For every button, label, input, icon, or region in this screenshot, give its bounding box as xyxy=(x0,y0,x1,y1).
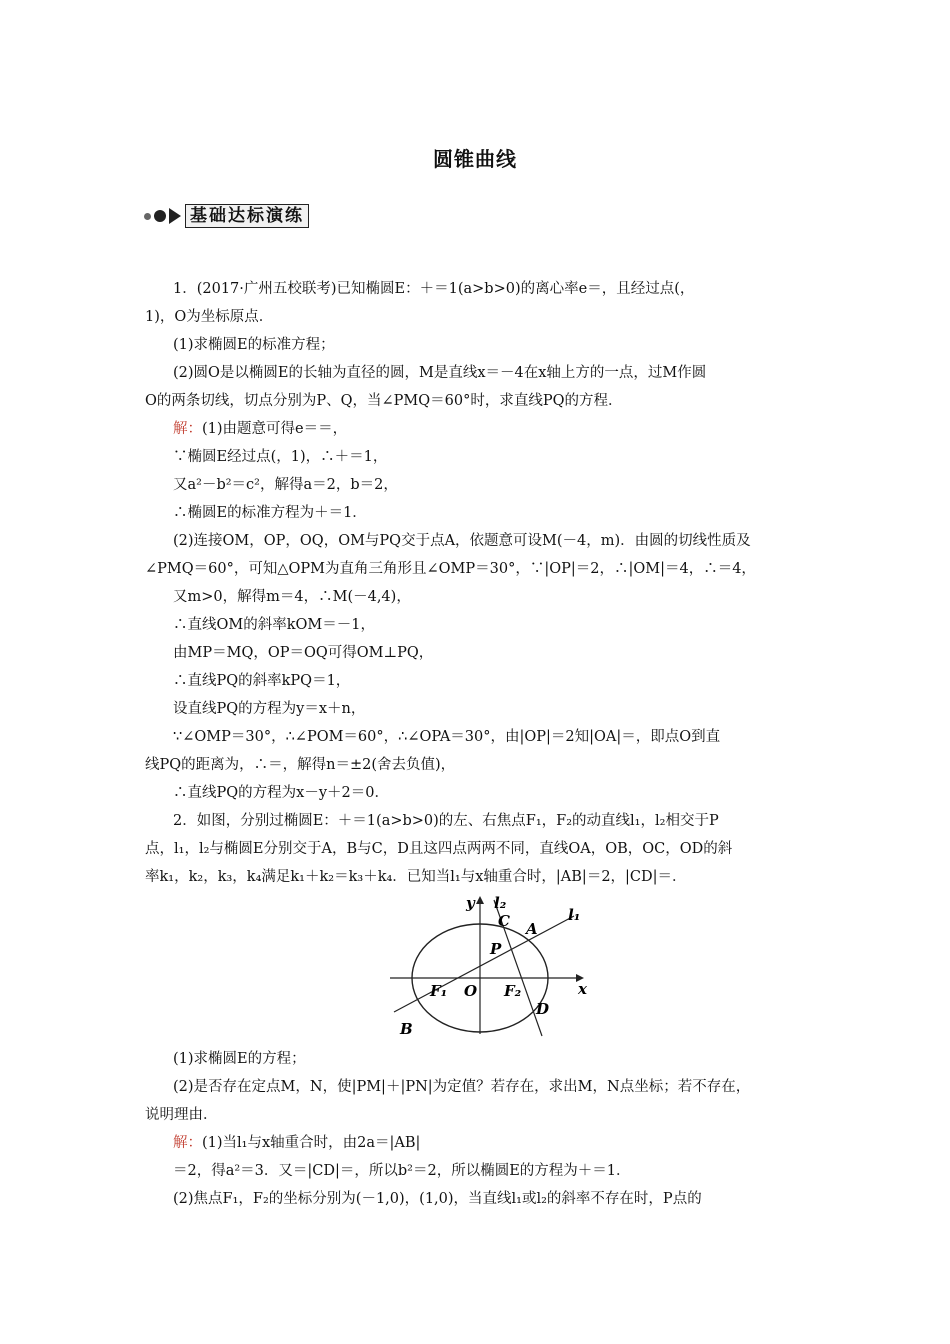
label-P: P xyxy=(490,940,502,958)
label-B: B xyxy=(400,1020,413,1038)
label-F2: F₂ xyxy=(504,982,522,1000)
problem-2-line: 点，l₁，l₂与椭圆E分别交于A，B与C，D且这四点两两不同，直线OA，OB，OC，OD的斜 xyxy=(145,841,733,857)
solution-line: 解：(1)当l₁与x轴重合时，由2a＝|AB| xyxy=(173,1135,421,1151)
solution-line: 解：(1)由题意可得e＝＝， xyxy=(173,421,348,437)
label-A: A xyxy=(526,920,538,938)
problem-1-part-1: (1)求椭圆E的标准方程； xyxy=(173,337,335,353)
label-y: y xyxy=(466,894,475,912)
y-axis-arrow-icon xyxy=(476,896,484,904)
problem-2-line: 率k₁，k₂，k₃，k₄满足k₁＋k₂＝k₃＋k₄．已知当l₁与x轴重合时，|AB|＝2，|CD|＝． xyxy=(145,869,687,885)
section-title: 基础达标演练 xyxy=(185,204,309,228)
problem-2-part-2: (2)是否存在定点M，N，使|PM|＋|PN|为定值？若存在，求出M，N点坐标；若不存在， xyxy=(173,1079,751,1095)
solution-line: 线PQ的距离为，∴＝，解得n＝±2(舍去负值)， xyxy=(145,757,456,773)
label-l1: l₁ xyxy=(568,906,581,924)
problem-1-part-2: O的两条切线，切点分别为P、Q，当∠PMQ＝60°时，求直线PQ的方程． xyxy=(145,393,623,409)
solution-line: 又m>0，解得m＝4，∴M(－4,4)， xyxy=(173,589,411,605)
line-l1 xyxy=(394,916,574,1012)
solution-line: ∠PMQ＝60°，可知△OPM为直角三角形且∠OMP＝30°，∵|OP|＝2，∴|OM|＝4，∴＝4， xyxy=(145,561,756,577)
solution-line: ∵∠OMP＝30°，∴∠POM＝60°，∴∠OPA＝30°，由|OP|＝2知|OA|＝，即点O到直 xyxy=(173,729,721,745)
solution-label: 解： xyxy=(173,421,202,437)
solution-label: 解： xyxy=(173,1135,202,1151)
problem-1-line: 1)，O为坐标原点． xyxy=(145,309,274,325)
solution-line: ＝2，得a²＝3．又＝|CD|＝，所以b²＝2，所以椭圆E的方程为＋＝1． xyxy=(173,1163,631,1179)
label-l2: l₂ xyxy=(494,894,507,912)
ellipse-figure xyxy=(384,890,604,1040)
small-dot-icon xyxy=(144,213,151,220)
solution-line: (2)连接OM，OP，OQ，OM与PQ交于点A，依题意可设M(－4，m)．由圆的切线性质及 xyxy=(173,533,751,549)
solution-line: (2)焦点F₁，F₂的坐标分别为(－1,0)，(1,0)，当直线l₁或l₂的斜率不存在时，P点的 xyxy=(173,1191,702,1207)
solution-line: ∴直线PQ的斜率kPQ＝1， xyxy=(173,673,351,689)
problem-1-part-2: (2)圆O是以椭圆E的长轴为直径的圆，M是直线x＝－4在x轴上方的一点，过M作圆 xyxy=(173,365,707,381)
solution-line: ∴椭圆E的标准方程为＋＝1． xyxy=(173,505,367,521)
solution-line: ∵椭圆E经过点(，1)，∴＋＝1， xyxy=(173,449,388,465)
solution-line: 又a²－b²＝c²，解得a＝2，b＝2， xyxy=(173,477,398,493)
problem-2-line: 2．如图，分别过椭圆E：＋＝1(a>b>0)的左、右焦点F₁，F₂的动直线l₁，l₂相交于P xyxy=(173,813,719,829)
solution-line: ∴直线PQ的方程为x－y＋2＝0． xyxy=(173,785,389,801)
large-dot-icon xyxy=(154,210,166,222)
problem-1-line: 1．(2017·广州五校联考)已知椭圆E：＋＝1(a>b>0)的离心率e＝，且经过点(， xyxy=(173,281,695,297)
page-title: 圆锥曲线 xyxy=(433,147,517,171)
section-banner xyxy=(144,203,309,229)
label-F1: F₁ xyxy=(430,982,448,1000)
label-D: D xyxy=(536,1000,550,1018)
label-C: C xyxy=(498,912,510,930)
label-x: x xyxy=(578,980,587,998)
solution-line: 由MP＝MQ，OP＝OQ可得OM⊥PQ， xyxy=(173,645,434,661)
problem-2-part-1: (1)求椭圆E的方程； xyxy=(173,1051,306,1067)
label-O: O xyxy=(464,982,478,1000)
solution-line: 设直线PQ的方程为y＝x＋n， xyxy=(173,701,366,717)
solution-line: ∴直线OM的斜率kOM＝－1， xyxy=(173,617,375,633)
arrow-icon xyxy=(169,208,181,224)
problem-2-part-2: 说明理由． xyxy=(145,1107,218,1123)
